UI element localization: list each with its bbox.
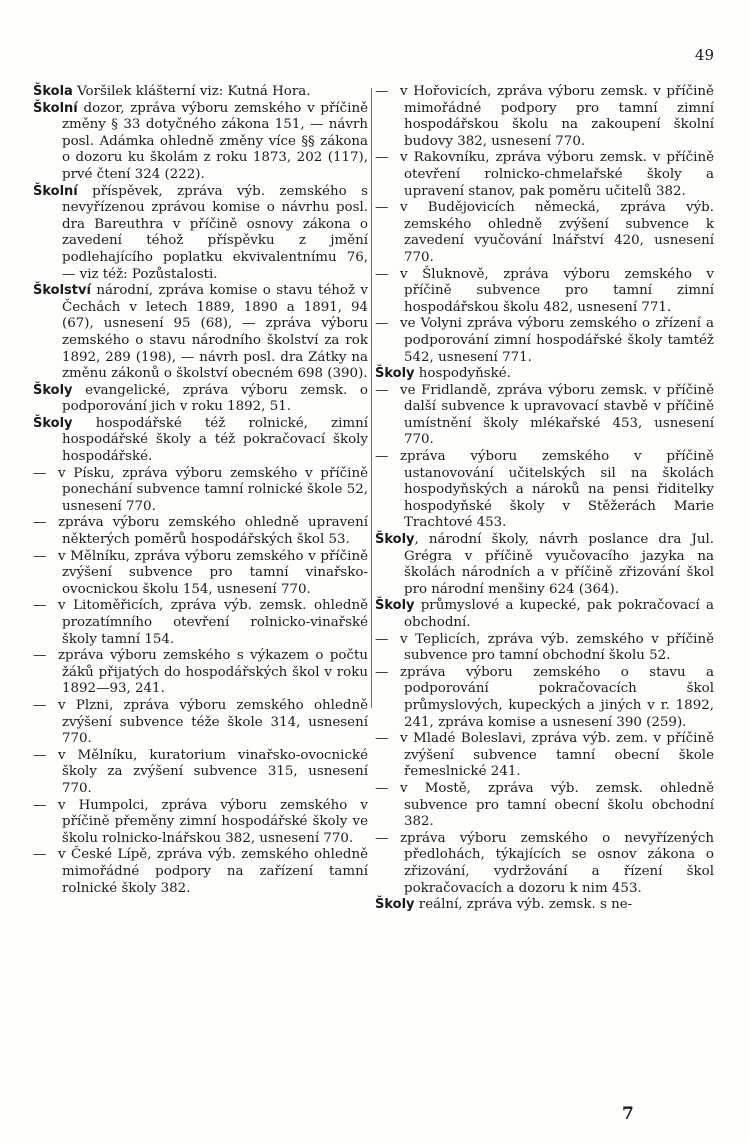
entry-dash: — [33,465,47,481]
entry-dash: — [375,731,389,747]
index-subentry [375,665,714,731]
entry-text: zpráva výboru zemského o stavu a podporování pokračovacích škol průmyslových, kupeckých a jiných v r. 1892, 241, zpráva komise a usnesení 390 (259). [400,664,714,730]
index-entry [375,897,714,914]
page-number: 49 [694,46,714,64]
entry-text: hospodářské též rolnické, zimní hospodářské školy a též pokračovací školy hospodářské. [62,415,368,465]
column-divider [371,88,372,708]
index-entry [375,598,714,631]
entry-headword: Školy [375,532,415,548]
entry-dash: — [375,84,389,99]
entry-text: hospodyňské. [414,366,511,382]
entry-text: národní, zpráva komise o stavu téhož v Čechách v letech 1889, 1890 a 1891, 94 (67), usnesení 95 (68), — zpráva výboru zemského o stavu národního školství za rok 1892, 289 (198), — návrh posl. dra Zátky na změnu zákonů o školství obecném 698 (390). [62,283,368,382]
entry-text: v Litoměřicích, zpráva výb. zemsk. ohledně prozatímního otevření rolnicko-vinařské školy tamní 154. [58,598,368,647]
index-subentry [33,698,368,748]
entry-dash: — [375,449,389,465]
signature-mark: 7 [622,1104,634,1124]
index-entry [375,366,714,383]
entry-dash: — [33,747,47,763]
entry-headword: Školy [33,415,73,431]
entry-dash: — [33,697,47,713]
index-subentry [33,847,368,897]
entry-dash: — [375,150,389,166]
entry-text: evangelické, zpráva výboru zemsk. o podporování jich v roku 1892, 51. [62,382,368,415]
entry-headword: Školy [375,598,415,614]
entry-text: v Humpolci, zpráva výboru zemského v příčině přeměny zimní hospodářské školy ve školu rolnicko-lnářskou 382, usnesení 770. [58,797,368,846]
entry-text: v Šluknově, zpráva výboru zemského v příčině subvence pro tamní zimní hospodářskou školu 482, usnesení 771. [400,266,714,315]
index-subentry [375,150,714,200]
entry-dash: — [33,598,47,614]
index-entry [33,416,368,466]
index-subentry [375,632,714,665]
entry-dash: — [33,515,47,531]
entry-dash: — [375,316,389,332]
entry-text: v Mělníku, zpráva výboru zemského v příčině zvýšení subvence pro tamní vinařsko-ovocnickou školu 154, usnesení 770. [58,548,368,597]
index-subentry [33,648,368,698]
entry-text: v Teplicích, zpráva výb. zemského v příčině subvence pro tamní obchodní školu 52. [400,631,714,664]
entry-text: ve Fridlandě, zpráva výboru zemsk. v příčině další subvence k upravovací stavbě v příčině umístnění školy mlékařské 453, usnesení 770. [400,382,714,448]
index-subentry [33,466,368,516]
entry-dash: — [33,548,47,564]
entry-text: v Mostě, zpráva výb. zemsk. ohledně subvence pro tamní obecní školu obchodní 382. [400,780,714,830]
index-subentry [33,549,368,599]
entry-dash: — [375,382,389,398]
entry-text: , národní školy, návrh poslance dra Jul. Grégra v příčině vyučovacího jazyka na školách národních a v příčině zřizování škol pro národní menšiny 624 (364). [404,532,714,597]
index-entry [375,532,714,598]
entry-text: v Budějovicích německá, zpráva výb. zemského ohledně zvýšení subvence k zavedení vyučování lnářství 420, usnesení 770. [400,200,714,265]
entry-text: v Plzni, zpráva výboru zemského ohledně zvýšení subvence téže škole 314, usnesení 770. [58,697,368,747]
entry-text: zpráva výboru zemského o nevyřízených předlohách, týkajících se osnov zákona o zřizování, vydržování a řízení škol pokračovacích a dozoru k nim 453. [400,830,714,896]
index-subentry [375,383,714,449]
index-entry [33,383,368,416]
entry-text: Voršilek klášterní viz: Kutná Hora. [72,84,311,99]
entry-headword: Školy [375,897,415,913]
entry-text: v České Lípě, zpráva výb. zemského ohledně mimořádné podpory na zařízení tamní rolnické školy 382. [58,847,368,896]
index-subentry [375,781,714,831]
entry-dash: — [375,664,389,680]
index-column-left [33,84,368,897]
index-entry [33,84,368,101]
entry-dash: — [375,631,389,647]
entry-text: zpráva výboru zemského s výkazem o počtu žáků přijatých do hospodářských škol v roku 1892—93, 241. [58,648,368,697]
entry-text: zpráva výboru zemského ohledně upravení některých poměrů hospodářských škol 53. [58,515,368,548]
index-subentry [375,831,714,897]
entry-dash: — [33,797,47,813]
index-subentry [375,731,714,781]
entry-text: v Rakovníku, zpráva výboru zemsk. v příčině otevření rolnicko-chmelařské školy a upravení stanov, pak poměru učitelů 382. [400,150,714,199]
entry-text: v Písku, zpráva výboru zemského v příčině ponechání subvence tamní rolnické škole 52, usnesení 770. [58,465,368,514]
index-entry [33,184,368,284]
entry-text: ve Volyni zpráva výboru zemského o zřízení a podporování zimní hospodářské školy tamtéž 542, usnesení 771. [400,316,714,365]
entry-headword: Školy [375,366,415,382]
index-entry [33,283,368,383]
entry-text: průmyslové a kupecké, pak pokračovací a obchodní. [404,598,714,630]
index-subentry [33,798,368,848]
entry-headword: Školní [33,183,78,199]
entry-headword: Školní [33,100,78,116]
index-column-right [375,84,714,914]
index-subentry [375,200,714,266]
index-subentry [375,316,714,366]
entry-text: v Mladé Boleslavi, zpráva výb. zem. v příčině zvýšení subvence tamní obecní škole řemeslnické 241. [400,731,714,780]
index-subentry [375,267,714,317]
entry-text: dozor, zpráva výboru zemského v příčině změny § 33 dotyčného zákona 151, — návrh posl. Adámka ohledně změny více §§ zákona o dozoru ku školám z roku 1873, 202 (117), prvé čtení 324 (222). [62,100,368,182]
entry-dash: — [375,266,389,282]
index-subentry [375,84,714,150]
index-subentry [33,598,368,648]
entry-text: v Hořovicích, zpráva výboru zemsk. v příčině mimořádné podpory pro tamní zimní hospodářskou školu na zakoupení školní budovy 382, usnesení 770. [400,84,714,149]
entry-dash: — [375,780,389,796]
entry-dash: — [375,830,389,846]
entry-text: zpráva výboru zemského v příčině ustanovování učitelských sil na školách hospodyňských a nároků na pensi řiditelky hospodyňské školy v Stěžerách Marie Trachtové 453. [400,449,714,531]
entry-text: příspěvek, zpráva výb. zemského s nevyřízenou zprávou komise o návrhu posl. dra Bareuthra v příčině osnovy zákona o zavedení téhož příspěvku z jmění podlehajícího poplatku ekvivalentnímu 76, — viz též: Pozůstalosti. [62,183,368,282]
index-entry [33,101,368,184]
entry-dash: — [33,847,47,863]
entry-headword: Škola [33,84,73,99]
entry-dash: — [33,648,47,664]
entry-headword: Školství [33,283,91,299]
entry-text: v Mělníku, kuratorium vinařsko-ovocnické školy za zvýšení subvence 315, usnesení 770. [58,747,368,796]
index-subentry [375,449,714,532]
index-subentry [33,748,368,798]
entry-dash: — [375,200,389,216]
entry-headword: Školy [33,382,73,398]
index-subentry [33,515,368,548]
entry-text: reální, zpráva výb. zemsk. s ne- [414,897,633,913]
